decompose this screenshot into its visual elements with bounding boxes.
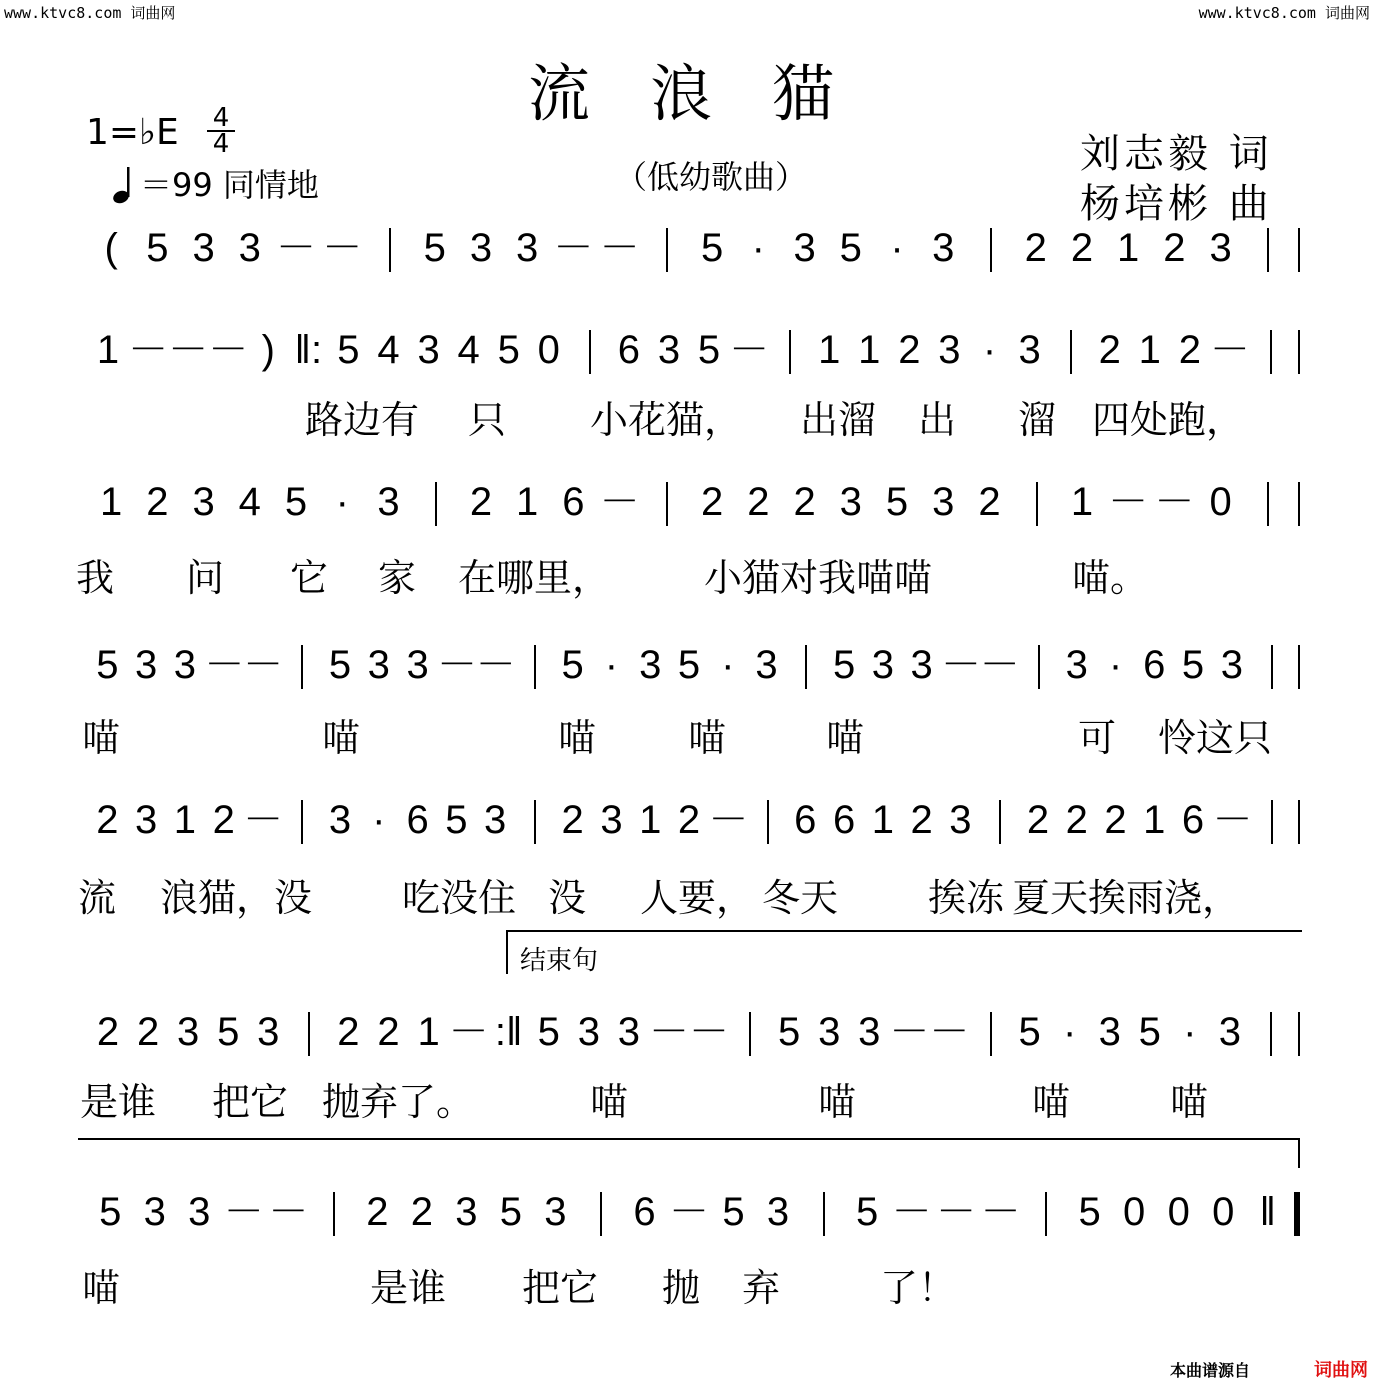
barline (1045, 1192, 1047, 1236)
barline (1267, 482, 1269, 526)
note: · (721, 643, 735, 687)
lyric-text: 四处跑， (1092, 398, 1245, 442)
barline (999, 800, 1001, 844)
note: － (708, 798, 749, 842)
note: · (982, 328, 997, 372)
note: 3 (469, 226, 493, 270)
lyric-text: 怜这只 (1158, 716, 1273, 760)
note: 6 (617, 328, 641, 372)
note: － (475, 643, 516, 687)
note: 3 (657, 328, 681, 372)
lyric-text: 喵 (558, 716, 597, 760)
lyric-text: 挨冻 (928, 876, 1005, 920)
note: 6 (1181, 798, 1205, 842)
note: 2 (1065, 798, 1088, 842)
note: 2 (96, 1010, 120, 1054)
note: － (208, 328, 249, 372)
note: 3 (1220, 643, 1243, 687)
barline (666, 228, 668, 272)
note: 1 (417, 1010, 440, 1054)
note: 5 (855, 1190, 879, 1234)
note: 6 (406, 798, 429, 842)
note: 3 (1209, 226, 1232, 270)
line-end-barline (1298, 228, 1300, 272)
note: － (648, 1010, 689, 1054)
lyric-text: 把它 (212, 1080, 289, 1124)
lyric-text: 路边有 (305, 398, 420, 442)
note: － (889, 1010, 930, 1054)
tempo-marking: ＝99 同情地 (140, 166, 319, 204)
note: － (243, 798, 284, 842)
lyric-text: 出溜 (800, 398, 877, 442)
note: 5 (497, 328, 520, 372)
lyric-text: 人要， (640, 876, 755, 920)
footer-source: 本曲谱源自 (1170, 1361, 1251, 1380)
note: 6 (832, 798, 856, 842)
note: 5 (337, 328, 360, 372)
barline (1271, 800, 1273, 844)
lyric-text: 只 (468, 398, 507, 442)
note: 1 (99, 480, 123, 524)
section-bracket-left (506, 930, 508, 974)
note: － (223, 1190, 264, 1234)
note: 0 (1167, 1190, 1190, 1234)
note: 5 (328, 643, 352, 687)
note: 2 (910, 798, 933, 842)
section-bracket-top (506, 930, 1302, 932)
note: 3 (932, 480, 955, 524)
barline (1270, 330, 1272, 374)
note: 3 (858, 1010, 881, 1054)
line-end-barline (1298, 645, 1300, 689)
line-end-barline (1298, 800, 1300, 844)
section-bracket-bottom (78, 1138, 1300, 1140)
note: 2 (136, 1010, 160, 1054)
note: 3 (600, 798, 623, 842)
note: 1 (516, 480, 539, 524)
lyric-text: 喵 (82, 716, 121, 760)
lyric-text: 抛弃了。 (322, 1080, 475, 1124)
note: 2 (747, 480, 770, 524)
note: 2 (1163, 226, 1186, 270)
note: 5 (677, 643, 701, 687)
note: 2 (700, 480, 724, 524)
note: 5 (499, 1190, 523, 1234)
note: 5 (1181, 643, 1205, 687)
lyric-text: 我 (76, 556, 115, 600)
note: 3 (839, 480, 862, 524)
lyric-text: 喵。 (1072, 556, 1149, 600)
note: 2 (469, 480, 493, 524)
note: 3 (544, 1190, 567, 1234)
barline (333, 1192, 335, 1236)
note: 2 (793, 480, 816, 524)
note: 3 (871, 643, 894, 687)
note: － (1108, 480, 1149, 524)
note: · (372, 798, 386, 842)
note: 5 (1138, 1010, 1161, 1054)
note: － (128, 328, 169, 372)
note: － (204, 643, 245, 687)
barline (389, 228, 391, 272)
note: 2 (212, 798, 235, 842)
note: 3 (818, 1010, 841, 1054)
note: 3 (766, 1190, 790, 1234)
note: － (168, 328, 209, 372)
barline (767, 800, 769, 844)
note: 2 (1024, 226, 1047, 270)
note: 5 (217, 1010, 240, 1054)
lyric-text: 抛 (662, 1266, 701, 1310)
note: － (936, 1190, 977, 1234)
note: 2 (146, 480, 169, 524)
note: 2 (1104, 798, 1127, 842)
note: 5 (423, 226, 446, 270)
barline (600, 1192, 602, 1236)
lyric-text: 喵 (322, 716, 361, 760)
barline (301, 645, 303, 689)
lyric-text: 弃 (742, 1266, 781, 1310)
note: 2 (1098, 328, 1121, 372)
watermark-left: www.ktvc8.com 词曲网 (4, 4, 176, 22)
lyric-text: 问 (186, 556, 225, 600)
note: 5 (284, 480, 308, 524)
note: ‖: (294, 328, 323, 372)
lyric-text: 喵 (826, 716, 865, 760)
note: 1 (1070, 480, 1094, 524)
watermark-right: www.ktvc8.com 词曲网 (1198, 4, 1370, 22)
barline (308, 1012, 310, 1056)
barline (534, 800, 536, 844)
note: 2 (1178, 328, 1201, 372)
barline (435, 482, 437, 526)
note: 3 (1018, 328, 1041, 372)
lyricist-credit: 刘志毅 词 (1080, 131, 1273, 177)
note: 3 (328, 798, 352, 842)
lyric-text: 是谁 (80, 1080, 157, 1124)
note: 3 (910, 643, 933, 687)
lyric-text: 没 (548, 876, 587, 920)
barline (990, 1012, 992, 1056)
time-denominator: 4 (207, 130, 235, 156)
note: ‖ (1259, 1190, 1276, 1234)
lyric-text: 出 (918, 398, 957, 442)
note: 3 (143, 1190, 166, 1234)
note: 3 (793, 226, 816, 270)
lyric-text: 喵 (688, 716, 727, 760)
note: 5 (697, 328, 721, 372)
note: － (322, 226, 363, 270)
note: 5 (99, 1190, 122, 1234)
note: － (668, 1190, 709, 1234)
lyric-text: 小猫对我喵喵 (704, 556, 933, 600)
barline (1038, 645, 1040, 689)
note: 3 (755, 643, 778, 687)
note: 1 (1143, 798, 1166, 842)
lyric-text: 喵 (818, 1080, 857, 1124)
lyric-text: 喵 (1170, 1080, 1209, 1124)
note: 1 (173, 798, 197, 842)
note: 5 (1018, 1010, 1041, 1054)
lyric-text: 家 (378, 556, 417, 600)
song-subtitle: （低幼歌曲） (615, 158, 808, 196)
quarter-note-icon (112, 165, 138, 205)
note: 3 (377, 480, 400, 524)
note: · (1108, 643, 1123, 687)
note: 6 (633, 1190, 656, 1234)
note: 5 (146, 226, 169, 270)
note: 6 (794, 798, 817, 842)
barline (990, 228, 992, 272)
note: :‖ (494, 1010, 523, 1054)
note: － (891, 1190, 932, 1234)
lyric-text: 喵 (1032, 1080, 1071, 1124)
note: 2 (978, 480, 1001, 524)
lyric-text: 冬天 (762, 876, 839, 920)
lyric-text: 浪猫，没 (160, 876, 313, 920)
note: 3 (949, 798, 972, 842)
time-signature (207, 103, 235, 159)
lyric-text: 小花猫， (590, 398, 743, 442)
note: · (335, 480, 349, 524)
note: － (436, 643, 477, 687)
note: 3 (177, 1010, 200, 1054)
barline (534, 645, 536, 689)
note: 3 (617, 1010, 641, 1054)
note: 4 (377, 328, 400, 372)
note: 3 (1218, 1010, 1242, 1054)
note: · (1183, 1010, 1197, 1054)
barline (805, 645, 807, 689)
note: － (1212, 798, 1253, 842)
note: 3 (135, 798, 158, 842)
barline (1271, 645, 1273, 689)
lyric-text: 它 (290, 556, 329, 600)
note: － (599, 226, 640, 270)
line-end-barline (1298, 330, 1300, 374)
barline (666, 482, 668, 526)
note: 1 (1117, 226, 1140, 270)
note: 1 (1138, 328, 1161, 372)
note: 5 (832, 643, 856, 687)
note: － (268, 1190, 309, 1234)
time-numerator: 4 (212, 103, 230, 133)
note: 3 (938, 328, 961, 372)
lyric-text: 把它 (522, 1266, 599, 1310)
note: 0 (1123, 1190, 1146, 1234)
note: ( (104, 226, 118, 270)
note: 4 (457, 328, 480, 372)
note: 3 (192, 226, 215, 270)
barline (301, 800, 303, 844)
note: 2 (366, 1190, 389, 1234)
note: － (929, 1010, 970, 1054)
note: 5 (722, 1190, 745, 1234)
note: · (1062, 1010, 1077, 1054)
barline (1036, 482, 1038, 526)
barline (1070, 330, 1072, 374)
note: 2 (410, 1190, 433, 1234)
note: － (941, 643, 982, 687)
note: － (448, 1010, 489, 1054)
note: 3 (1065, 643, 1088, 687)
barline (1267, 228, 1269, 272)
note: － (1209, 328, 1250, 372)
lyric-text: 溜 (1018, 398, 1057, 442)
note: 0 (537, 328, 560, 372)
note: 3 (188, 1190, 211, 1234)
lyric-text: 喵 (590, 1080, 629, 1124)
section-bracket-right (1298, 1138, 1300, 1168)
note: 2 (561, 798, 584, 842)
note: 3 (577, 1010, 600, 1054)
note: 3 (257, 1010, 280, 1054)
note: 3 (367, 643, 390, 687)
note: · (604, 643, 619, 687)
note: － (689, 1010, 730, 1054)
note: 3 (135, 643, 158, 687)
song-title: 流浪猫 (528, 57, 895, 130)
note: ) (261, 328, 275, 372)
note: 3 (932, 226, 955, 270)
note: 2 (337, 1010, 360, 1054)
note: 3 (455, 1190, 478, 1234)
line-end-barline (1298, 1012, 1300, 1056)
note: － (729, 328, 770, 372)
note: － (980, 1190, 1021, 1234)
note: 5 (1078, 1190, 1101, 1234)
note: 3 (417, 328, 440, 372)
barline (823, 1192, 825, 1236)
note: 2 (96, 798, 119, 842)
note: 5 (700, 226, 724, 270)
note: 1 (818, 328, 841, 372)
lyric-text: 是谁 (370, 1266, 447, 1310)
barline (589, 330, 591, 374)
note: 5 (561, 643, 584, 687)
note: 0 (1209, 480, 1232, 524)
lyric-text: 了！ (880, 1266, 957, 1310)
note: 0 (1212, 1190, 1235, 1234)
note: 3 (406, 643, 429, 687)
barline (749, 1012, 751, 1056)
footer-brand[interactable]: 词曲网 (1314, 1360, 1368, 1381)
note: 2 (898, 328, 921, 372)
note: 3 (516, 226, 539, 270)
note: 2 (677, 798, 701, 842)
note: 4 (238, 480, 261, 524)
line-end-barline (1298, 482, 1300, 526)
barline (1270, 1012, 1272, 1056)
note: 5 (839, 226, 862, 270)
note: 1 (858, 328, 881, 372)
note: － (243, 643, 284, 687)
note: 3 (173, 643, 197, 687)
barline (789, 330, 791, 374)
section-label: 结束句 (520, 946, 599, 976)
note: 3 (483, 798, 507, 842)
lyric-text: 吃没住 (402, 876, 517, 920)
composer-credit: 杨培彬 曲 (1080, 181, 1273, 227)
note: · (890, 226, 904, 270)
note: 6 (1143, 643, 1166, 687)
note: － (276, 226, 317, 270)
note: 3 (639, 643, 662, 687)
note: 3 (238, 226, 261, 270)
note: 1 (639, 798, 662, 842)
lyric-text: 夏天挨雨浇， (1012, 876, 1241, 920)
note: － (1154, 480, 1195, 524)
note: 3 (1098, 1010, 1121, 1054)
note: 3 (192, 480, 215, 524)
note: · (751, 226, 765, 270)
lyric-text: 喵 (82, 1266, 121, 1310)
note: 1 (871, 798, 894, 842)
note: 5 (537, 1010, 560, 1054)
note: 5 (96, 643, 119, 687)
note: 2 (377, 1010, 400, 1054)
note: 2 (1070, 226, 1094, 270)
lyric-text: 可 (1078, 716, 1117, 760)
note: － (553, 226, 594, 270)
final-barline (1294, 1192, 1300, 1236)
lyric-text: 在哪里， (458, 556, 611, 600)
note: 6 (562, 480, 585, 524)
note: 2 (1026, 798, 1050, 842)
key-signature: 1=♭E (86, 112, 179, 153)
lyric-text: 流 (78, 876, 117, 920)
note: 5 (445, 798, 468, 842)
note: 5 (778, 1010, 801, 1054)
note: 5 (885, 480, 909, 524)
note: 1 (96, 328, 120, 372)
note: － (599, 480, 640, 524)
note: － (979, 643, 1020, 687)
